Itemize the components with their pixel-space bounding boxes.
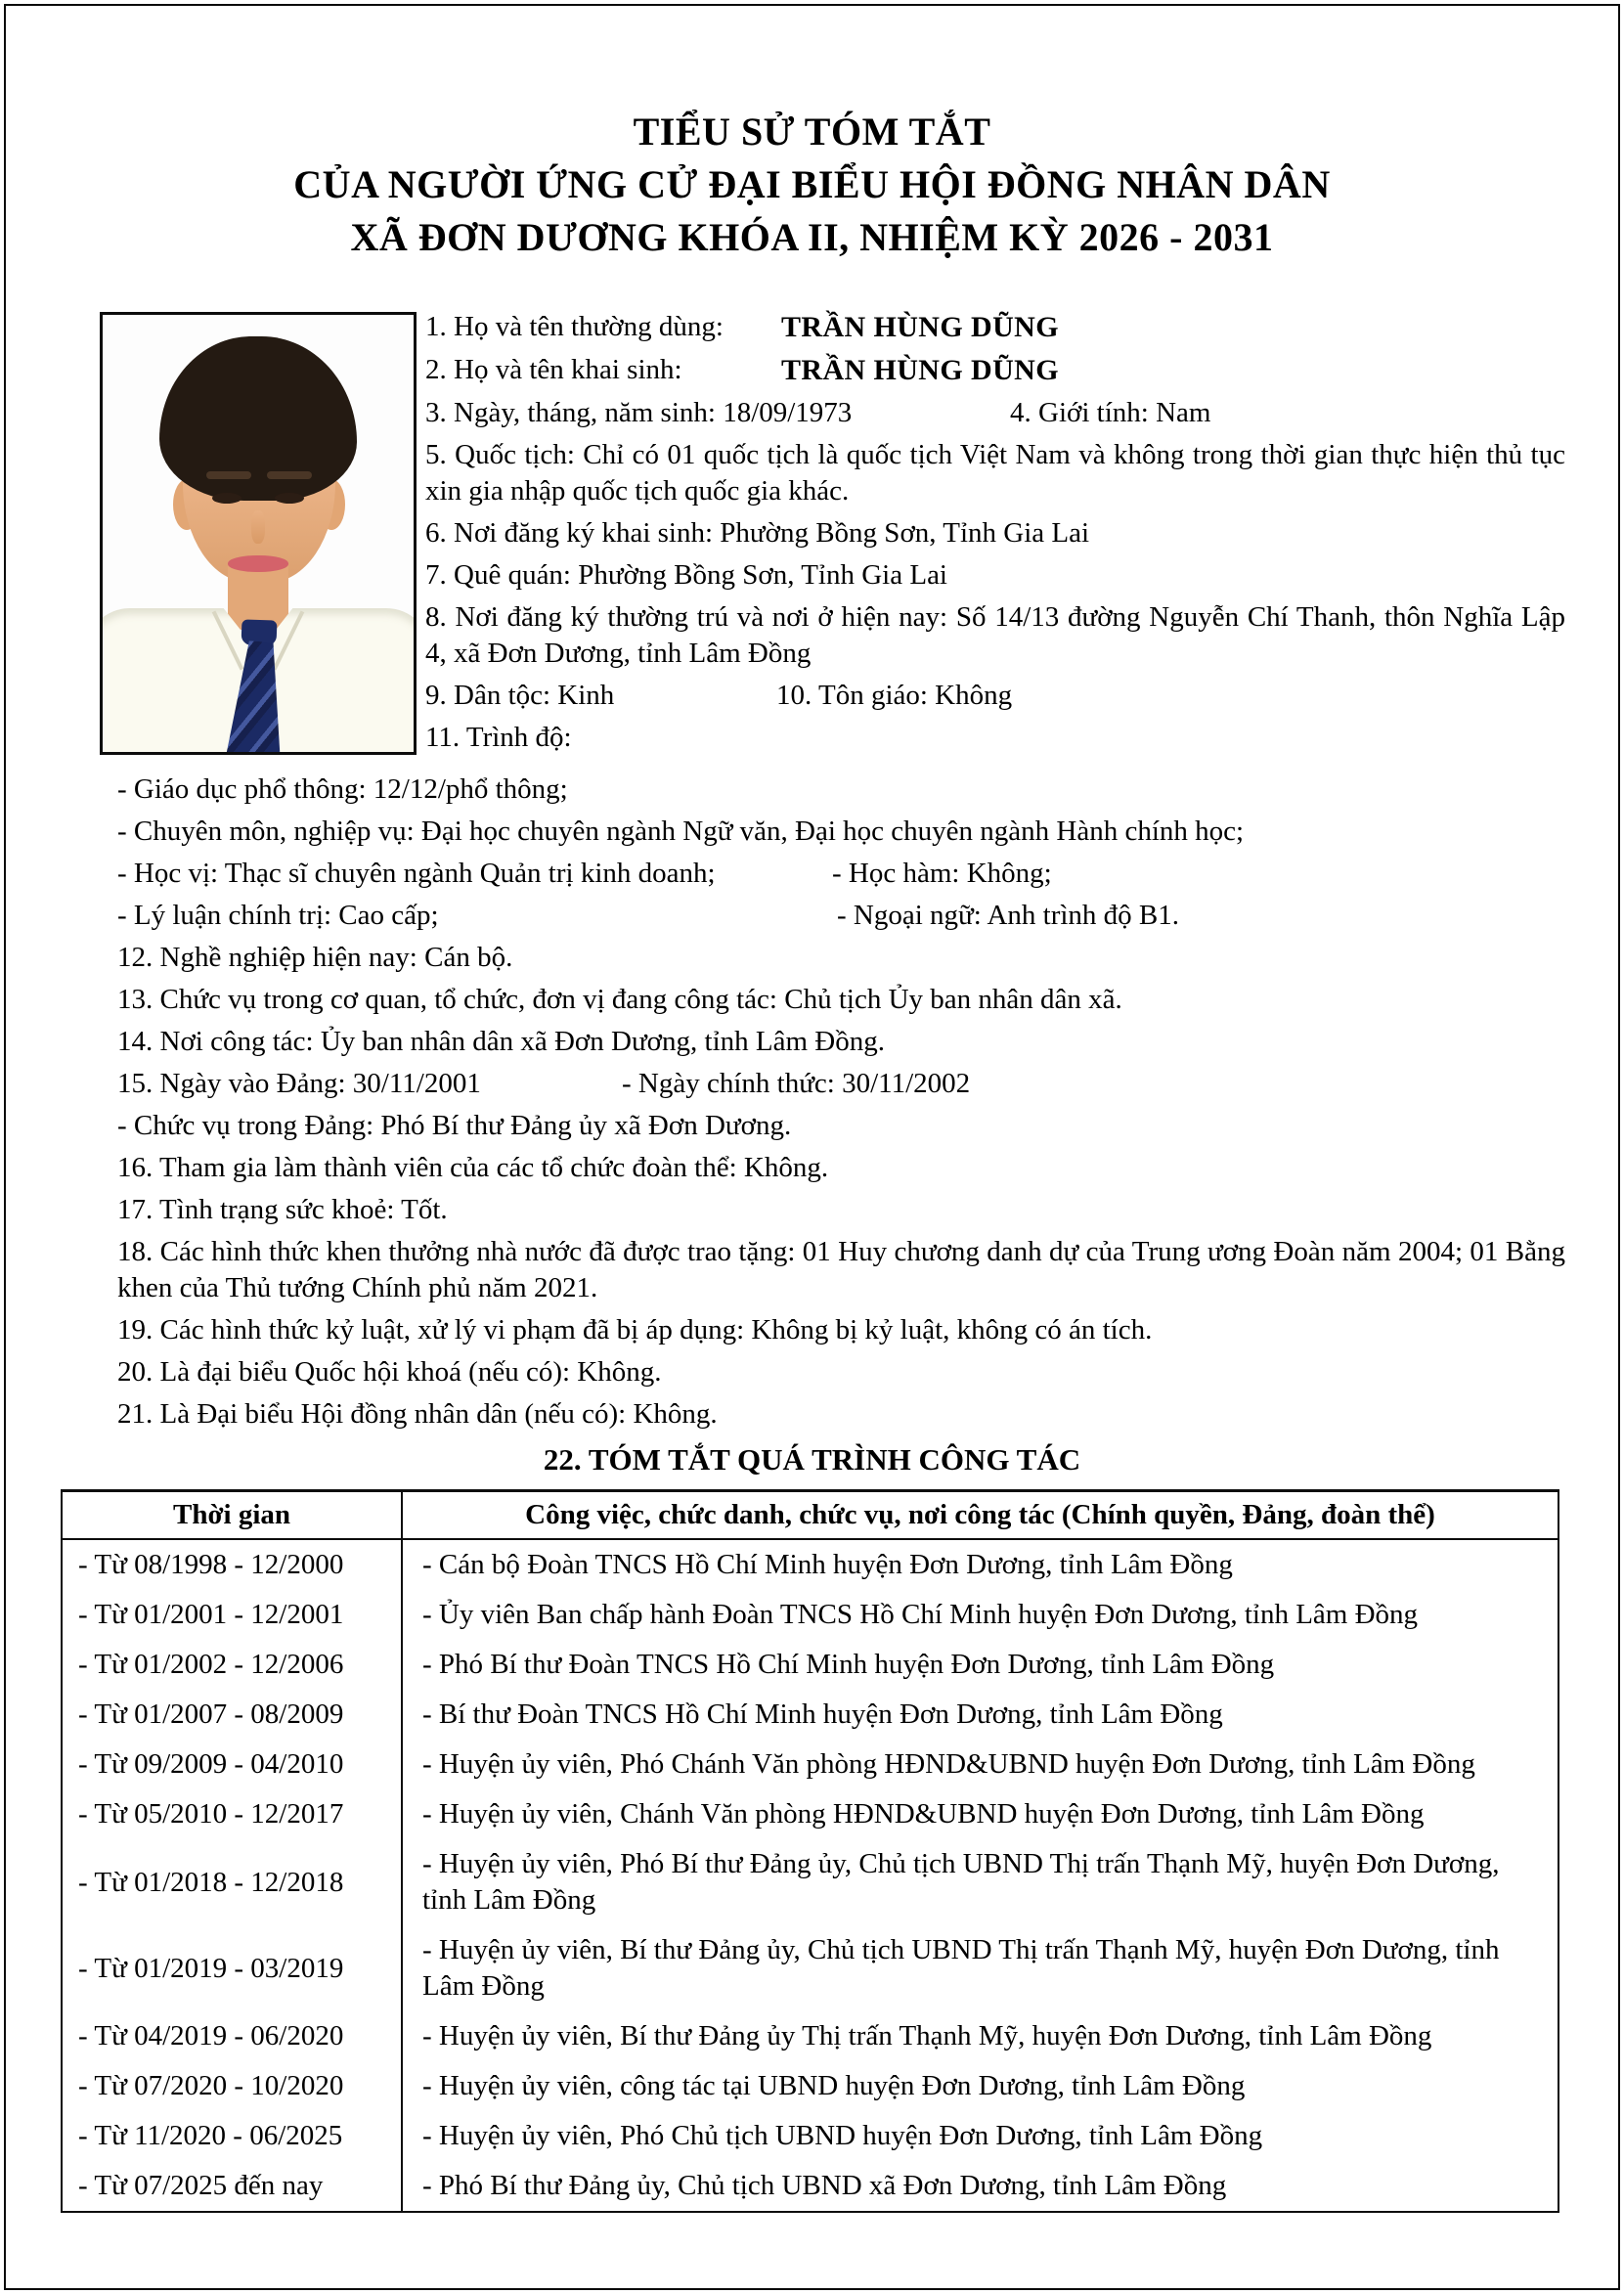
career-row-time: - Từ 01/2007 - 08/2009: [62, 1690, 402, 1740]
item-hometown: 7. Quê quán: Phường Bồng Sơn, Tỉnh Gia Lai: [425, 559, 947, 591]
career-header-row: [62, 1491, 1558, 1540]
candidate-photo: [100, 312, 417, 755]
career-row-time: - Từ 05/2010 - 12/2017: [62, 1789, 402, 1839]
career-row-time: - Từ 01/2018 - 12/2018: [62, 1839, 402, 1925]
career-row-time: - Từ 01/2001 - 12/2001: [62, 1590, 402, 1640]
item-party-join-date: 15. Ngày vào Đảng: 30/11/2001: [117, 1068, 481, 1099]
document-page: [4, 4, 1620, 2290]
portrait-eyebrow-left: [206, 471, 251, 479]
career-section-heading: 22. TÓM TẮT QUÁ TRÌNH CÔNG TÁC: [543, 1442, 1081, 1477]
title-line-3: XÃ ĐƠN DƯƠNG KHÓA II, NHIỆM KỲ 2026 - 2031: [350, 215, 1274, 259]
career-row-job: - Huyện ủy viên, Phó Chánh Văn phòng HĐND&UBND huyện Đơn Dương, tỉnh Lâm Đồng: [402, 1740, 1558, 1789]
career-row: [62, 1740, 1558, 1789]
item-national-assembly: 20. Là đại biểu Quốc hội khoá (nếu có): Không.: [117, 1356, 662, 1388]
career-row-job: - Ủy viên Ban chấp hành Đoàn TNCS Hồ Chí Minh huyện Đơn Dương, tỉnh Lâm Đồng: [402, 1590, 1558, 1640]
career-row-time: - Từ 07/2025 đến nay: [62, 2161, 402, 2212]
career-row: [62, 2161, 1558, 2212]
career-row-time: - Từ 04/2019 - 06/2020: [62, 2011, 402, 2061]
career-row: [62, 2111, 1558, 2161]
career-row-time: - Từ 07/2020 - 10/2020: [62, 2061, 402, 2111]
career-row-time: - Từ 01/2019 - 03/2019: [62, 1925, 402, 2011]
career-row-time: - Từ 11/2020 - 06/2025: [62, 2111, 402, 2161]
item-religion: 10. Tôn giáo: Không: [776, 680, 1013, 711]
career-row-job: - Huyện ủy viên, Bí thư Đảng ủy, Chủ tịch UBND Thị trấn Thạnh Mỹ, huyện Đơn Dương, tỉnh Lâm Đồng: [402, 1925, 1558, 2011]
item-common-name-label: 1. Họ và tên thường dùng:: [425, 311, 724, 342]
portrait-eyebrow-right: [267, 471, 312, 479]
item-academic-title: - Học hàm: Không;: [832, 858, 1052, 889]
portrait-eye-left: [212, 493, 241, 504]
item-birthdate: 3. Ngày, tháng, năm sinh: 18/09/1973: [425, 397, 853, 428]
career-header-job: Công việc, chức danh, chức vụ, nơi công tác (Chính quyền, Đảng, đoàn thể): [402, 1491, 1558, 1540]
item-gender: 4. Giới tính: Nam: [1010, 397, 1211, 428]
item-birth-name-value: TRẦN HÙNG DŨNG: [781, 354, 1059, 386]
item-degree-academic: [117, 856, 1565, 892]
item-party-official-date: - Ngày chính thức: 30/11/2002: [622, 1068, 971, 1099]
portrait-hair-top: [159, 336, 357, 501]
career-row: [62, 1640, 1558, 1690]
personal-info-beside-photo: [425, 309, 1565, 756]
career-row-job: - Huyện ủy viên, Bí thư Đảng ủy Thị trấn Thạnh Mỹ, huyện Đơn Dương, tỉnh Lâm Đồng: [402, 2011, 1558, 2061]
item-workplace: 14. Nơi công tác: Ủy ban nhân dân xã Đơn Dương, tỉnh Lâm Đồng.: [117, 1026, 885, 1057]
item-organizations: 16. Tham gia làm thành viên của các tổ chức đoàn thể: Không.: [117, 1152, 829, 1183]
portrait-eye-right: [275, 493, 304, 504]
career-row: [62, 1789, 1558, 1839]
career-row: [62, 1925, 1558, 2011]
document-title: [6, 106, 1618, 264]
career-row: [62, 1690, 1558, 1740]
career-row-time: - Từ 09/2009 - 04/2010: [62, 1740, 402, 1789]
item-party-dates: [117, 1066, 1565, 1102]
career-row-time: - Từ 01/2002 - 12/2006: [62, 1640, 402, 1690]
item-birthdate-gender: [425, 395, 1565, 431]
portrait-nose: [251, 510, 265, 544]
item-residence: 8. Nơi đăng ký thường trú và nơi ở hiện nay: Số 14/13 đường Nguyễn Chí Thanh, thôn Nghĩa Lập 4, xã Đơn Dương, tỉnh Lâm Đồng: [425, 601, 1565, 669]
item-birth-name: [425, 352, 1565, 389]
item-common-name-value: TRẦN HÙNG DŨNG: [781, 311, 1059, 343]
item-occupation: 12. Nghề nghiệp hiện nay: Cán bộ.: [117, 942, 513, 973]
career-row: [62, 2061, 1558, 2111]
item-peoples-council: 21. Là Đại biểu Hội đồng nhân dân (nếu có): Không.: [117, 1398, 718, 1430]
career-table-header: [62, 1491, 1558, 1540]
item-political-theory: - Lý luận chính trị: Cao cấp;: [117, 900, 439, 931]
career-row: [62, 2011, 1558, 2061]
personal-info-full-width: [117, 772, 1565, 1433]
item-ethnic-religion: [425, 678, 1565, 714]
item-nationality: 5. Quốc tịch: Chỉ có 01 quốc tịch là quốc tịch Việt Nam và không trong thời gian thực hiện thủ tục xin gia nhập quốc tịch quốc gia khác.: [425, 439, 1565, 507]
item-politics-language: [117, 898, 1565, 934]
career-row: [62, 1590, 1558, 1640]
item-awards: 18. Các hình thức khen thưởng nhà nước đã được trao tặng: 01 Huy chương danh dự của Trung ương Đoàn năm 2004; 01 Bằng khen của Thủ tướng Chính phủ năm 2021.: [117, 1236, 1565, 1303]
career-row-time: - Từ 08/1998 - 12/2000: [62, 1539, 402, 1590]
career-header-time: Thời gian: [62, 1491, 402, 1540]
career-row-job: - Huyện ủy viên, Phó Bí thư Đảng ủy, Chủ tịch UBND Thị trấn Thạnh Mỹ, huyện Đơn Dương, tỉnh Lâm Đồng: [402, 1839, 1558, 1925]
item-position: 13. Chức vụ trong cơ quan, tổ chức, đơn vị đang công tác: Chủ tịch Ủy ban nhân dân xã.: [117, 984, 1122, 1015]
item-ethnicity: 9. Dân tộc: Kinh: [425, 680, 615, 711]
title-line-1: TIỂU SỬ TÓM TẮT: [633, 110, 991, 154]
item-birth-registration: 6. Nơi đăng ký khai sinh: Phường Bồng Sơn, Tỉnh Gia Lai: [425, 517, 1090, 549]
portrait-lips: [228, 555, 288, 572]
item-party-role: - Chức vụ trong Đảng: Phó Bí thư Đảng ủy xã Đơn Dương.: [117, 1110, 792, 1141]
title-line-2: CỦA NGƯỜI ỨNG CỬ ĐẠI BIỂU HỘI ĐỒNG NHÂN DÂN: [293, 162, 1331, 206]
item-foreign-language: - Ngoại ngữ: Anh trình độ B1.: [837, 900, 1180, 931]
item-discipline: 19. Các hình thức kỷ luật, xử lý vi phạm đã bị áp dụng: Không bị kỷ luật, không có án tích.: [117, 1314, 1153, 1346]
item-health: 17. Tình trạng sức khoẻ: Tốt.: [117, 1194, 448, 1225]
career-row-job: - Phó Bí thư Đoàn TNCS Hồ Chí Minh huyện Đơn Dương, tỉnh Lâm Đồng: [402, 1640, 1558, 1690]
item-education-heading: 11. Trình độ:: [425, 722, 572, 753]
item-common-name: [425, 309, 1565, 346]
career-row: [62, 1839, 1558, 1925]
item-professional-education: - Chuyên môn, nghiệp vụ: Đại học chuyên ngành Ngữ văn, Đại học chuyên ngành Hành chính học;: [117, 816, 1245, 847]
career-row-job: - Huyện ủy viên, Chánh Văn phòng HĐND&UBND huyện Đơn Dương, tỉnh Lâm Đồng: [402, 1789, 1558, 1839]
career-row-job: - Huyện ủy viên, Phó Chủ tịch UBND huyện Đơn Dương, tỉnh Lâm Đồng: [402, 2111, 1558, 2161]
career-row-job: - Bí thư Đoàn TNCS Hồ Chí Minh huyện Đơn Dương, tỉnh Lâm Đồng: [402, 1690, 1558, 1740]
career-row-job: - Phó Bí thư Đảng ủy, Chủ tịch UBND xã Đơn Dương, tỉnh Lâm Đồng: [402, 2161, 1558, 2212]
career-table: [61, 1489, 1559, 2213]
item-general-education: - Giáo dục phổ thông: 12/12/phổ thông;: [117, 773, 568, 805]
career-row-job: - Cán bộ Đoàn TNCS Hồ Chí Minh huyện Đơn Dương, tỉnh Lâm Đồng: [402, 1539, 1558, 1590]
item-degree: - Học vị: Thạc sĩ chuyên ngành Quản trị kinh doanh;: [117, 858, 716, 889]
career-row-job: - Huyện ủy viên, công tác tại UBND huyện Đơn Dương, tỉnh Lâm Đồng: [402, 2061, 1558, 2111]
career-row: [62, 1539, 1558, 1590]
item-birth-name-label: 2. Họ và tên khai sinh:: [425, 354, 682, 385]
career-table-body: [62, 1539, 1558, 2212]
